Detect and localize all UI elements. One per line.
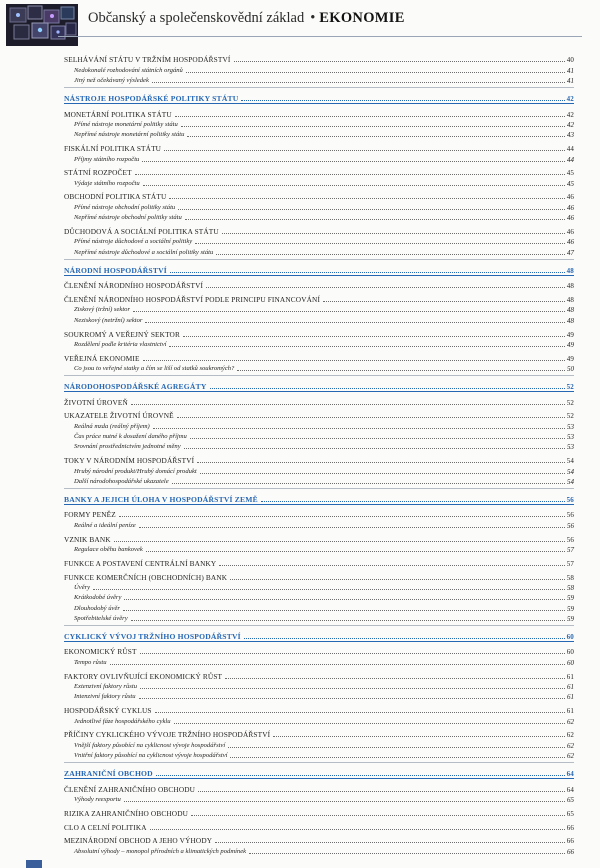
chapter-underline [64, 275, 574, 276]
toc-entry-title: Nedokonalé rozhodování státních orgánů [74, 66, 183, 74]
toc-subsection[interactable] [64, 519, 574, 529]
toc-page-number: 48 [567, 316, 574, 325]
toc-entry-title: FUNKCE A POSTAVENÍ CENTRÁLNÍ BANKY [64, 558, 217, 568]
dot-leader [222, 232, 565, 234]
toc-subsection[interactable] [64, 739, 574, 749]
toc-section[interactable] [64, 396, 574, 406]
toc-entry-title: Intenzivní faktory růstu [74, 693, 136, 701]
dot-leader [241, 99, 564, 101]
toc-page-number: 54 [567, 467, 574, 476]
toc-entry-title: Vnější faktory působící na cyklicnost vývoje hospodářství [74, 741, 226, 749]
section-divider [64, 87, 574, 88]
toc-page-number: 46 [567, 238, 574, 247]
dot-leader [174, 722, 566, 724]
dot-leader [191, 814, 565, 816]
toc-entry-title: Reálné a ideální peníze [74, 521, 136, 529]
dot-leader [186, 71, 565, 73]
toc-page-number: 59 [567, 594, 574, 603]
toc-section[interactable] [64, 226, 574, 236]
toc-page-number: 59 [567, 615, 574, 624]
toc-page-number: 54 [567, 478, 574, 487]
toc-page-number: 50 [567, 365, 574, 374]
toc-subsection[interactable] [64, 363, 574, 373]
toc-entry-title: NÁSTROJE HOSPODÁŘSKÉ POLITIKY STÁTU [64, 94, 239, 104]
dot-leader [143, 359, 565, 361]
toc-subsection[interactable] [64, 715, 574, 725]
toc-section[interactable] [64, 280, 574, 290]
toc-section[interactable] [64, 670, 574, 680]
dot-leader [146, 550, 565, 552]
section-divider [64, 259, 574, 260]
toc-section[interactable] [64, 328, 574, 338]
toc-page-number: 60 [567, 658, 574, 667]
toc-page-number: 61 [567, 683, 574, 692]
toc-entry-title: CYKLICKÝ VÝVOJ TRŽNÍHO HOSPODÁŘSTVÍ [64, 632, 241, 642]
toc-entry-title: Co jsou to veřejné statky a čím se liší od statků soukromých? [74, 365, 235, 373]
toc-section[interactable] [64, 821, 574, 831]
toc-page-number: 66 [567, 847, 574, 856]
toc-page-number: 56 [566, 496, 574, 505]
dot-leader [206, 286, 565, 288]
toc-chapter[interactable] [64, 263, 574, 275]
toc-page-number: 48 [567, 306, 574, 315]
toc-page-number: 44 [567, 155, 574, 164]
toc-entry-title: EKONOMICKÝ RŮST [64, 647, 137, 657]
page-corner-mark [26, 860, 42, 868]
toc-section[interactable] [64, 807, 574, 817]
toc-subsection[interactable] [64, 177, 574, 187]
toc-entry-title: PŘÍČINY CYKLICKÉHO VÝVOJE TRŽNÍHO HOSPODÁŘSTVÍ [64, 730, 271, 740]
section-divider [64, 375, 574, 376]
dot-leader [237, 369, 565, 371]
toc-page-number: 46 [566, 228, 574, 237]
toc-subsection[interactable] [64, 236, 574, 246]
toc-page-number: 57 [567, 545, 574, 554]
toc-section[interactable] [64, 835, 574, 845]
dot-leader [133, 310, 565, 312]
toc-section[interactable] [64, 509, 574, 519]
dot-leader [169, 197, 564, 199]
toc-page-number: 53 [567, 443, 574, 452]
dot-leader [170, 271, 565, 273]
dot-leader [184, 447, 565, 449]
toc-subsection[interactable] [64, 582, 574, 592]
toc-section[interactable] [64, 705, 574, 715]
toc-entry-title: UKAZATELE ŽIVOTNÍ ÚROVNĚ [64, 411, 174, 421]
toc-chapter[interactable] [64, 492, 574, 504]
toc-chapter[interactable] [64, 91, 574, 103]
toc-page-number: 41 [567, 77, 574, 86]
dot-leader [230, 578, 565, 580]
toc-page-number: 62 [567, 752, 574, 761]
toc-chapter[interactable] [64, 629, 574, 641]
section-divider [64, 762, 574, 763]
dot-leader [187, 135, 565, 137]
toc-page-number: 60 [566, 648, 574, 657]
toc-page-number: 42 [566, 110, 574, 119]
toc-subsection[interactable] [64, 119, 574, 129]
toc-subsection[interactable] [64, 794, 574, 804]
dot-leader [135, 173, 565, 175]
toc-page-number: 62 [566, 731, 574, 740]
dot-leader [140, 687, 565, 689]
toc-page-number: 66 [566, 823, 574, 832]
toc-entry-title: Nepřímé nástroje obchodní politiky státu [74, 214, 182, 222]
toc-page-number: 47 [567, 248, 574, 257]
toc-section[interactable] [64, 646, 574, 656]
toc-subsection[interactable] [64, 476, 574, 486]
toc-section[interactable] [64, 294, 574, 304]
dot-leader [215, 841, 565, 843]
dot-leader [225, 677, 565, 679]
toc-section[interactable] [64, 571, 574, 581]
toc-page-number: 56 [566, 511, 574, 520]
toc-entry-title: TOKY V NÁRODNÍM HOSPODÁŘSTVÍ [64, 456, 195, 466]
dot-leader [261, 500, 565, 502]
toc-section[interactable] [64, 108, 574, 118]
toc-entry-title: Výdaje státního rozpočtu [74, 179, 140, 187]
toc-subsection[interactable] [64, 656, 574, 666]
toc-section[interactable] [64, 533, 574, 543]
toc-entry-title: ČLENĚNÍ ZAHRANIČNÍHO OBCHODU [64, 784, 196, 794]
dot-leader [195, 242, 565, 244]
toc-page-number: 46 [566, 193, 574, 202]
dot-leader [228, 746, 565, 748]
toc-page-number: 61 [566, 672, 574, 681]
toc-page-number: 46 [567, 203, 574, 212]
toc-page-number: 58 [566, 573, 574, 582]
toc-entry-title: FUNKCE KOMERČNÍCH (OBCHODNÍCH) BANK [64, 572, 228, 582]
toc-section[interactable] [64, 143, 574, 153]
toc-entry-title: FISKÁLNÍ POLITIKA STÁTU [64, 144, 162, 154]
toc-entry-title: MONETÁRNÍ POLITIKA STÁTU [64, 109, 172, 119]
toc-page-number: 56 [566, 535, 574, 544]
toc-subsection[interactable] [64, 153, 574, 163]
toc-entry-title: RIZIKA ZAHRANIČNÍHO OBCHODU [64, 808, 189, 818]
toc-entry-title: Nepřímé nástroje důchodové a sociální politiky státu [74, 248, 214, 256]
toc-subsection[interactable] [64, 681, 574, 691]
toc-page-number: 42 [566, 95, 574, 104]
dot-leader [181, 125, 565, 127]
toc-subsection[interactable] [64, 465, 574, 475]
toc-subsection[interactable] [64, 129, 574, 139]
toc-page-number: 65 [566, 809, 574, 818]
toc-page-number: 46 [567, 214, 574, 223]
toc-page-number: 49 [567, 340, 574, 349]
page-header [0, 0, 600, 40]
toc-entry-title: Úvěry [74, 583, 91, 591]
toc-entry-title: Neziskový (netržní) sektor [74, 316, 143, 324]
dot-leader [230, 756, 565, 758]
toc-subsection[interactable] [64, 845, 574, 855]
toc-subsection[interactable] [64, 691, 574, 701]
toc-chapter[interactable] [64, 379, 574, 391]
header-course: Občanský a společenskovědní základ [88, 10, 305, 26]
dot-leader [164, 149, 565, 151]
toc-page-number: 64 [566, 770, 574, 779]
toc-entry-title: ZAHRANIČNÍ OBCHOD [64, 769, 153, 779]
toc-entry-title: HOSPODÁŘSKÝ CYKLUS [64, 706, 152, 716]
toc-page-number: 56 [567, 521, 574, 530]
dot-leader [139, 526, 565, 528]
toc-section[interactable] [64, 783, 574, 793]
dot-leader [190, 437, 565, 439]
toc-section[interactable] [64, 557, 574, 567]
dot-leader [124, 800, 565, 802]
toc-entry-title: Spotřebitelské úvěry [74, 615, 128, 623]
toc-entry-title: Krátkodobé úvěry [74, 594, 122, 602]
chapter-underline [64, 391, 574, 392]
toc-entry-title: Absolutní výhody – monopol přírodních a klimatických podmínek [74, 847, 247, 855]
toc-entry-title: Výhody reexportu [74, 795, 121, 803]
toc-entry-title: CLO A CELNÍ POLITIKA [64, 822, 147, 832]
dot-leader [123, 609, 565, 611]
toc-page-number: 44 [566, 145, 574, 154]
cubes-logo-icon [6, 4, 78, 46]
dot-leader [234, 60, 565, 62]
toc-page-number: 61 [567, 693, 574, 702]
dot-leader [152, 81, 565, 83]
toc-entry-title: Přímé nástroje důchodové a sociální politiky [74, 238, 193, 246]
header-subject: EKONOMIE [319, 10, 405, 26]
dot-leader [197, 461, 564, 463]
dot-leader [131, 619, 565, 621]
dot-leader [177, 416, 565, 418]
toc-entry-title: Reálná mzda (reálný příjem) [74, 422, 150, 430]
toc-subsection[interactable] [64, 304, 574, 314]
dot-leader [114, 540, 565, 542]
dot-leader [145, 321, 565, 323]
dot-leader [150, 828, 565, 830]
toc-page-number: 52 [566, 398, 574, 407]
toc-page-number: 59 [567, 604, 574, 613]
toc-page-number: 52 [566, 383, 574, 392]
toc-page-number: 53 [567, 422, 574, 431]
toc-entry-title: Další národohospodářské ukazatele [74, 478, 169, 486]
toc-section[interactable] [64, 455, 574, 465]
dot-leader [110, 663, 565, 665]
toc-entry-title: DŮCHODOVÁ A SOCIÁLNÍ POLITIKA STÁTU [64, 227, 219, 237]
toc-page-number: 60 [566, 633, 574, 642]
toc-page-number: 49 [566, 330, 574, 339]
toc-entry-title: Regulace oběhu bankovek [74, 545, 143, 553]
toc-entry-title: NÁRODOHOSPODÁŘSKÉ AGREGÁTY [64, 382, 207, 392]
chapter-underline [64, 641, 574, 642]
toc-page-number: 42 [567, 120, 574, 129]
chapter-underline [64, 103, 574, 104]
dot-leader [140, 652, 565, 654]
dot-leader [156, 774, 565, 776]
dot-leader [216, 253, 565, 255]
toc-page-number: 52 [566, 412, 574, 421]
toc-section[interactable] [64, 191, 574, 201]
toc-subsection[interactable] [64, 314, 574, 324]
dot-leader [139, 697, 565, 699]
toc-page-number: 53 [567, 433, 574, 442]
toc-subsection[interactable] [64, 339, 574, 349]
toc-entry-title: BANKY A JEJICH ÚLOHA V HOSPODÁŘSTVÍ ZEMĚ [64, 495, 258, 505]
dot-leader [178, 208, 565, 210]
dot-leader [131, 403, 565, 405]
toc-entry-title: FAKTORY OVLIVŇUJÍCÍ EKONOMICKÝ RŮST [64, 671, 223, 681]
toc-subsection[interactable] [64, 544, 574, 554]
toc-subsection[interactable] [64, 64, 574, 74]
toc-page-number: 57 [566, 559, 574, 568]
dot-leader [244, 637, 565, 639]
toc-subsection[interactable] [64, 592, 574, 602]
table-of-contents [64, 54, 574, 856]
toc-subsection[interactable] [64, 441, 574, 451]
toc-page-number: 48 [566, 266, 574, 275]
dot-leader [200, 472, 565, 474]
toc-entry-title: Tempo růstu [74, 658, 107, 666]
header-divider [58, 36, 582, 37]
toc-subsection[interactable] [64, 431, 574, 441]
toc-page-number: 66 [566, 837, 574, 846]
dot-leader [185, 218, 565, 220]
toc-entry-title: FORMY PENĚZ [64, 510, 116, 520]
toc-subsection[interactable] [64, 75, 574, 85]
dot-leader [169, 345, 565, 347]
toc-entry-title: Přímé nástroje monetární politiky státu [74, 120, 178, 128]
toc-page-number: 41 [567, 66, 574, 75]
dot-leader [323, 300, 565, 302]
toc-entry-title: MEZINÁRODNÍ OBCHOD A JEHO VÝHODY [64, 836, 213, 846]
toc-subsection[interactable] [64, 613, 574, 623]
toc-entry-title: ČLENĚNÍ NÁRODNÍHO HOSPODÁŘSTVÍ [64, 281, 204, 291]
dot-leader [273, 735, 564, 737]
toc-page-number: 43 [567, 131, 574, 140]
header-title [88, 10, 405, 27]
toc-entry-title: ČLENĚNÍ NÁRODNÍHO HOSPODÁŘSTVÍ PODLE PRINCIPU FINANCOVÁNÍ [64, 294, 321, 304]
toc-entry-title: Srovnání prostřednictvím jednotné měny [74, 443, 181, 451]
toc-subsection[interactable] [64, 750, 574, 760]
toc-entry-title: Nepřímé nástroje monetární politiky státu [74, 131, 185, 139]
toc-subsection[interactable] [64, 420, 574, 430]
toc-entry-title: Extenzivní faktory růstu [74, 683, 137, 691]
dot-leader [153, 427, 565, 429]
toc-page-number: 40 [566, 56, 574, 65]
dot-leader [249, 852, 565, 854]
chapter-underline [64, 778, 574, 779]
toc-section[interactable] [64, 729, 574, 739]
chapter-underline [64, 504, 574, 505]
toc-entry-title: ŽIVOTNÍ ÚROVEŇ [64, 397, 128, 407]
toc-page-number: 45 [567, 179, 574, 188]
toc-entry-title: SELHÁVÁNÍ STÁTU V TRŽNÍM HOSPODÁŘSTVÍ [64, 55, 231, 65]
toc-entry-title: Hrubý národní produkt/Hrubý domácí produkt [74, 467, 197, 475]
dot-leader [198, 790, 565, 792]
toc-subsection[interactable] [64, 246, 574, 256]
toc-section[interactable] [64, 54, 574, 64]
toc-entry-title: STÁTNÍ ROZPOČET [64, 168, 132, 178]
dot-leader [143, 184, 565, 186]
toc-page-number: 48 [566, 282, 574, 291]
toc-entry-title: Jiný než očekávaný výsledek [74, 77, 149, 85]
dot-leader [93, 588, 565, 590]
toc-entry-title: OBCHODNÍ POLITIKA STÁTU [64, 192, 167, 202]
dot-leader [155, 711, 565, 713]
toc-subsection[interactable] [64, 201, 574, 211]
section-divider [64, 625, 574, 626]
toc-page-number: 64 [566, 785, 574, 794]
toc-entry-title: VZNIK BANK [64, 534, 111, 544]
header-bullet: • [310, 10, 316, 26]
toc-entry-title: NÁRODNÍ HOSPODÁŘSTVÍ [64, 265, 167, 275]
toc-page-number: 65 [567, 795, 574, 804]
toc-page-number: 48 [566, 295, 574, 304]
toc-section[interactable] [64, 352, 574, 362]
toc-subsection[interactable] [64, 602, 574, 612]
toc-entry-title: Dlouhodobý úvěr [74, 604, 120, 612]
section-divider [64, 488, 574, 489]
toc-page-number: 62 [567, 741, 574, 750]
dot-leader [175, 115, 565, 117]
toc-page-number: 58 [567, 583, 574, 592]
toc-entry-title: Příjmy státního rozpočtu [74, 155, 140, 163]
dot-leader [210, 387, 565, 389]
toc-entry-title: Ziskový (tržní) sektor [74, 306, 131, 314]
dot-leader [183, 335, 565, 337]
toc-entry-title: Čas práce nutné k dosažení daného příjmu [74, 433, 187, 441]
toc-chapter[interactable] [64, 766, 574, 778]
toc-subsection[interactable] [64, 212, 574, 222]
dot-leader [142, 160, 565, 162]
toc-page-number: 54 [566, 457, 574, 466]
toc-entry-title: Rozdělení podle kritéria vlastnictví [74, 340, 167, 348]
toc-section[interactable] [64, 410, 574, 420]
dot-leader [172, 482, 565, 484]
toc-entry-title: Vnitřní faktory působící na cyklicnost vývoje hospodářství [74, 752, 228, 760]
toc-entry-title: VEŘEJNÁ EKONOMIE [64, 353, 140, 363]
toc-page-number: 62 [567, 717, 574, 726]
dot-leader [119, 515, 565, 517]
toc-entry-title: Přímé nástroje obchodní politiky státu [74, 203, 176, 211]
toc-page-number: 45 [566, 169, 574, 178]
toc-page-number: 61 [566, 707, 574, 716]
dot-leader [124, 598, 565, 600]
toc-page-number: 49 [566, 354, 574, 363]
toc-entry-title: Jednotlivé fáze hospodářského cyklu [74, 717, 171, 725]
dot-leader [219, 564, 564, 566]
toc-entry-title: SOUKROMÝ A VEŘEJNÝ SEKTOR [64, 329, 180, 339]
toc-section[interactable] [64, 167, 574, 177]
